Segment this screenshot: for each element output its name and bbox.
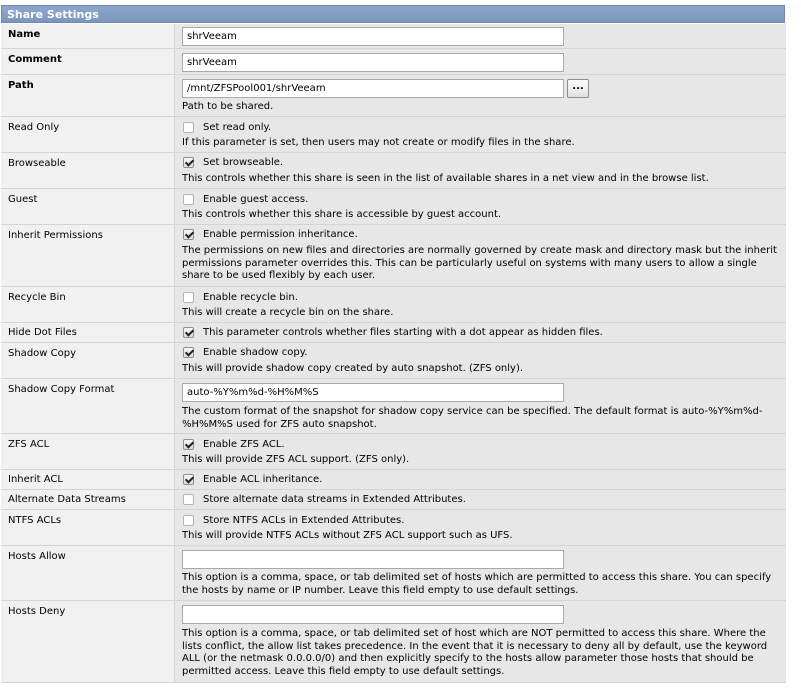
- path-description: Path to be shared.: [182, 101, 274, 112]
- comment-cell: [175, 49, 786, 74]
- hosts-allow-input[interactable]: [182, 550, 564, 569]
- share-settings-header: [1, 5, 785, 23]
- shadow-copy-format-label: Shadow Copy Format: [1, 379, 175, 433]
- inherit-permissions-option-label: Enable permission inheritance.: [203, 229, 358, 240]
- ntfs-acls-option-label: Store NTFS ACLs in Extended Attributes.: [203, 515, 405, 526]
- hide-dot-files-row: [1, 323, 786, 343]
- shadow-copy-option-label: Enable shadow copy.: [203, 347, 308, 358]
- shadow-copy-cell: [175, 343, 786, 378]
- hide-dot-files-label: Hide Dot Files: [1, 323, 175, 342]
- alternate-data-streams-checkbox[interactable]: [183, 494, 194, 505]
- browseable-description: This controls whether this share is seen in the list of available shares in a net view and in the browse list.: [182, 173, 709, 184]
- guest-checkbox[interactable]: [183, 194, 194, 205]
- shadow-copy-format-cell: [175, 379, 786, 433]
- read-only-cell: [175, 117, 786, 152]
- recycle-bin-row: [1, 287, 786, 323]
- name-label: Name: [1, 24, 175, 48]
- hide-dot-files-checkbox[interactable]: [183, 327, 194, 338]
- zfs-acl-row: [1, 434, 786, 470]
- read-only-checkbox[interactable]: [183, 122, 194, 133]
- hosts-deny-input[interactable]: [182, 605, 564, 624]
- read-only-description: If this parameter is set, then users may not create or modify files in the share.: [182, 137, 575, 148]
- comment-label: Comment: [1, 49, 175, 74]
- inherit-acl-cell: [175, 470, 786, 489]
- guest-row: [1, 189, 786, 225]
- zfs-acl-option-label: Enable ZFS ACL.: [203, 439, 285, 450]
- comment-input[interactable]: shrVeeam: [182, 53, 564, 72]
- hosts-deny-label: Hosts Deny: [1, 601, 175, 682]
- hosts-allow-cell: [175, 546, 786, 600]
- hosts-allow-label: Hosts Allow: [1, 546, 175, 600]
- browseable-option-label: Set browseable.: [203, 157, 284, 168]
- zfs-acl-cell: [175, 434, 786, 469]
- ntfs-acls-cell: [175, 510, 786, 545]
- read-only-option-label: Set read only.: [203, 122, 272, 133]
- hosts-deny-description: This option is a comma, space, or tab delimited set of host which are NOT permitted to access this share. Where the lists conflict, the allow list takes precedence. In the event that it is necessary to deny all by default, use the keyword ALL (or the netmask 0.0.0.0/0) and then explicitly specify to the hosts allow parameter those hosts that should be permitted access. Leave this field empty to use default settings.: [182, 628, 768, 677]
- path-row: [1, 75, 786, 117]
- guest-option-label: Enable guest access.: [203, 194, 309, 205]
- shadow-copy-checkbox[interactable]: [183, 347, 194, 358]
- header-title: Share Settings: [7, 8, 99, 21]
- recycle-bin-checkbox[interactable]: [183, 292, 194, 303]
- guest-description: This controls whether this share is accessible by guest account.: [182, 209, 502, 220]
- path-cell: [175, 75, 786, 116]
- shadow-copy-description: This will provide shadow copy created by auto snapshot. (ZFS only).: [182, 363, 524, 374]
- inherit-acl-option-label: Enable ACL inheritance.: [203, 474, 323, 485]
- browseable-label: Browseable: [1, 153, 175, 188]
- guest-cell: [175, 189, 786, 224]
- recycle-bin-option-label: Enable recycle bin.: [203, 292, 298, 303]
- recycle-bin-label: Recycle Bin: [1, 287, 175, 322]
- inherit-permissions-description: The permissions on new files and directories are normally governed by create mask and directory mask but the inherit permissions parameter overrides this. This can be particularly useful on systems with many users to allow a single share to be used flexibly by each user.: [182, 245, 777, 281]
- hosts-deny-cell: [175, 601, 786, 682]
- read-only-row: [1, 117, 786, 153]
- comment-row: [1, 49, 786, 75]
- inherit-permissions-checkbox[interactable]: [183, 229, 194, 240]
- browseable-checkbox[interactable]: [183, 157, 194, 168]
- hosts-allow-row: [1, 546, 786, 601]
- recycle-bin-description: This will create a recycle bin on the share.: [182, 307, 394, 318]
- zfs-acl-checkbox[interactable]: [183, 439, 194, 450]
- inherit-permissions-row: [1, 225, 786, 287]
- hosts-deny-row: [1, 601, 786, 683]
- ntfs-acls-checkbox[interactable]: [183, 515, 194, 526]
- shadow-copy-row: [1, 343, 786, 379]
- path-input[interactable]: /mnt/ZFSPool001/shrVeeam: [182, 79, 564, 98]
- hosts-allow-description: This option is a comma, space, or tab delimited set of hosts which are permitted to access this share. You can specify the hosts by name or IP number. Leave this field empty to use default settings.: [182, 572, 772, 596]
- zfs-acl-label: ZFS ACL: [1, 434, 175, 469]
- alternate-data-streams-cell: [175, 490, 786, 509]
- zfs-acl-description: This will provide ZFS ACL support. (ZFS only).: [182, 454, 410, 465]
- name-input[interactable]: shrVeeam: [182, 27, 564, 46]
- ntfs-acls-row: [1, 510, 786, 546]
- alternate-data-streams-option-label: Store alternate data streams in Extended Attributes.: [203, 494, 466, 505]
- shadow-copy-label: Shadow Copy: [1, 343, 175, 378]
- recycle-bin-cell: [175, 287, 786, 322]
- name-cell: [175, 24, 786, 48]
- shadow-copy-format-description: The custom format of the snapshot for shadow copy service can be specified. The default format is auto-%Y%m%d-%H%M%S used for ZFS auto snapshot.: [182, 406, 763, 430]
- shadow-copy-format-input[interactable]: auto-%Y%m%d-%H%M%S: [182, 383, 564, 402]
- path-label: Path: [1, 75, 175, 116]
- inherit-permissions-label: Inherit Permissions: [1, 225, 175, 286]
- inherit-acl-row: [1, 470, 786, 490]
- shadow-copy-format-row: [1, 379, 786, 434]
- inherit-permissions-cell: [175, 225, 786, 286]
- hide-dot-files-option-label: This parameter controls whether files starting with a dot appear as hidden files.: [203, 327, 603, 338]
- inherit-acl-checkbox[interactable]: [183, 474, 194, 485]
- ntfs-acls-label: NTFS ACLs: [1, 510, 175, 545]
- read-only-label: Read Only: [1, 117, 175, 152]
- guest-label: Guest: [1, 189, 175, 224]
- hide-dot-files-cell: [175, 323, 786, 342]
- browseable-cell: [175, 153, 786, 188]
- ntfs-acls-description: This will provide NTFS ACLs without ZFS ACL support such as UFS.: [182, 530, 513, 541]
- name-row: [1, 24, 786, 49]
- inherit-acl-label: Inherit ACL: [1, 470, 175, 489]
- browse-path-button[interactable]: ...: [567, 79, 589, 98]
- alternate-data-streams-label: Alternate Data Streams: [1, 490, 175, 509]
- browseable-row: [1, 153, 786, 189]
- alternate-data-streams-row: [1, 490, 786, 510]
